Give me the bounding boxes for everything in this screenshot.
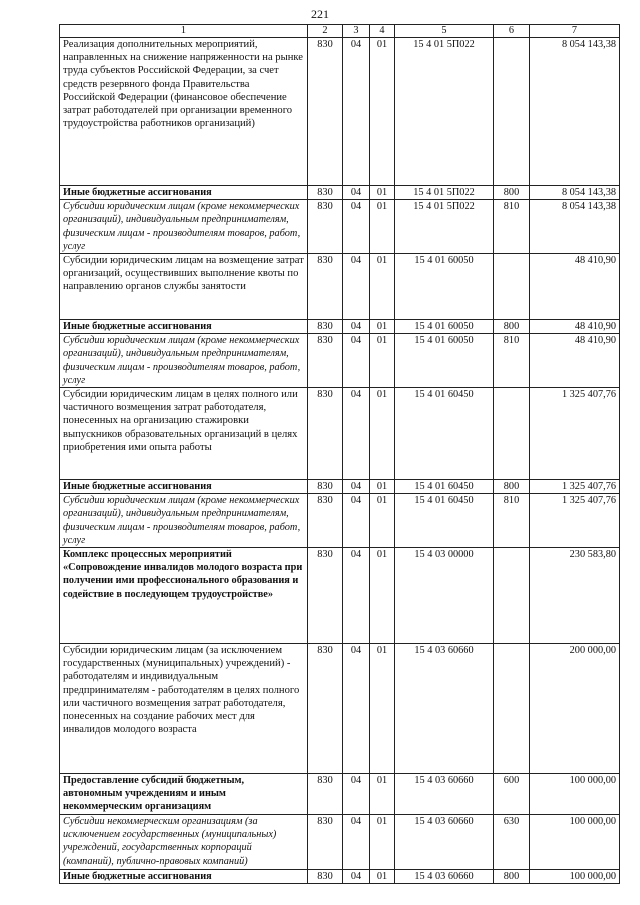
row-cell-c2: 830 bbox=[308, 644, 343, 774]
header-cell: 1 bbox=[60, 25, 308, 38]
row-cell-c2: 830 bbox=[308, 186, 343, 200]
row-cell-c6: 800 bbox=[494, 186, 530, 200]
row-cell-c4: 01 bbox=[370, 388, 395, 480]
row-cell-c3: 04 bbox=[343, 774, 370, 815]
row-cell-c3: 04 bbox=[343, 254, 370, 320]
row-cell-c3: 04 bbox=[343, 548, 370, 644]
row-cell-c4: 01 bbox=[370, 870, 395, 884]
row-cell-c2: 830 bbox=[308, 200, 343, 254]
row-cell-c7: 8 054 143,38 bbox=[530, 200, 620, 254]
table-row bbox=[60, 815, 620, 870]
row-cell-c3: 04 bbox=[343, 320, 370, 334]
row-cell-c3: 04 bbox=[343, 815, 370, 870]
row-cell-c7: 8 054 143,38 bbox=[530, 38, 620, 186]
row-cell-c4: 01 bbox=[370, 200, 395, 254]
row-cell-c2: 830 bbox=[308, 38, 343, 186]
header-cell: 7 bbox=[530, 25, 620, 38]
header-row bbox=[60, 25, 620, 38]
row-cell-c7: 200 000,00 bbox=[530, 644, 620, 774]
row-cell-c2: 830 bbox=[308, 320, 343, 334]
table-row bbox=[60, 774, 620, 815]
row-cell-c5: 15 4 01 5П022 bbox=[395, 200, 494, 254]
table-row bbox=[60, 548, 620, 644]
row-description: Субсидии юридическим лицам (за исключением государственных (муниципальных) учреждений) - работодателям и индивидуальным предпринимателям - работодателям в целях полного или частичного возмещения затрат работодателя, понесенных на создание рабочих мест для инвалидов молодого возраста bbox=[60, 644, 308, 774]
row-cell-c3: 04 bbox=[343, 38, 370, 186]
row-cell-c5: 15 4 01 60450 bbox=[395, 494, 494, 548]
row-cell-c7: 1 325 407,76 bbox=[530, 388, 620, 480]
row-cell-c3: 04 bbox=[343, 870, 370, 884]
row-cell-c7: 230 583,80 bbox=[530, 548, 620, 644]
row-cell-c3: 04 bbox=[343, 186, 370, 200]
table-row bbox=[60, 320, 620, 334]
table-body bbox=[60, 38, 620, 884]
row-cell-c2: 830 bbox=[308, 480, 343, 494]
row-cell-c3: 04 bbox=[343, 388, 370, 480]
row-cell-c4: 01 bbox=[370, 548, 395, 644]
row-cell-c5: 15 4 01 60050 bbox=[395, 334, 494, 388]
row-cell-c7: 48 410,90 bbox=[530, 254, 620, 320]
row-cell-c2: 830 bbox=[308, 494, 343, 548]
row-cell-c5: 15 4 03 60660 bbox=[395, 774, 494, 815]
row-cell-c7: 100 000,00 bbox=[530, 774, 620, 815]
table-row bbox=[60, 334, 620, 388]
row-cell-c4: 01 bbox=[370, 38, 395, 186]
row-cell-c5: 15 4 01 60450 bbox=[395, 480, 494, 494]
table-row bbox=[60, 200, 620, 254]
row-cell-c6: 800 bbox=[494, 870, 530, 884]
header-cell: 4 bbox=[370, 25, 395, 38]
row-cell-c5: 15 4 03 60660 bbox=[395, 815, 494, 870]
row-cell-c6 bbox=[494, 388, 530, 480]
row-cell-c5: 15 4 01 60450 bbox=[395, 388, 494, 480]
row-cell-c2: 830 bbox=[308, 334, 343, 388]
row-cell-c4: 01 bbox=[370, 774, 395, 815]
row-cell-c4: 01 bbox=[370, 644, 395, 774]
row-cell-c5: 15 4 01 5П022 bbox=[395, 186, 494, 200]
row-cell-c4: 01 bbox=[370, 480, 395, 494]
row-cell-c5: 15 4 01 60050 bbox=[395, 320, 494, 334]
row-description: Иные бюджетные ассигнования bbox=[60, 186, 308, 200]
row-cell-c6 bbox=[494, 548, 530, 644]
header-cell: 3 bbox=[343, 25, 370, 38]
row-cell-c2: 830 bbox=[308, 388, 343, 480]
row-cell-c7: 100 000,00 bbox=[530, 815, 620, 870]
row-cell-c7: 1 325 407,76 bbox=[530, 494, 620, 548]
row-description: Реализация дополнительных мероприятий, направленных на снижение напряженности на рынке труда субъектов Российской Федерации, за счет средств резервного фонда Правительства Российской Федерации (финансовое обеспечение затрат работодателей при организации временного трудоустройства работников организаций) bbox=[60, 38, 308, 186]
row-description: Субсидии юридическим лицам (кроме некоммерческих организаций), индивидуальным предпринимателям, физическим лицам - производителям товаров, работ, услуг bbox=[60, 334, 308, 388]
header-cell: 5 bbox=[395, 25, 494, 38]
row-description: Иные бюджетные ассигнования bbox=[60, 870, 308, 884]
row-cell-c2: 830 bbox=[308, 815, 343, 870]
row-description: Субсидии некоммерческим организациям (за исключением государственных (муниципальных) учреждений, государственных корпораций (компаний), публично-правовых компаний) bbox=[60, 815, 308, 870]
table-row bbox=[60, 38, 620, 186]
row-cell-c7: 8 054 143,38 bbox=[530, 186, 620, 200]
row-cell-c2: 830 bbox=[308, 548, 343, 644]
row-cell-c4: 01 bbox=[370, 186, 395, 200]
row-cell-c5: 15 4 03 00000 bbox=[395, 548, 494, 644]
row-description: Предоставление субсидий бюджетным, автономным учреждениям и иным некоммерческим организациям bbox=[60, 774, 308, 815]
row-cell-c6: 800 bbox=[494, 320, 530, 334]
row-cell-c3: 04 bbox=[343, 644, 370, 774]
row-cell-c6: 800 bbox=[494, 480, 530, 494]
row-cell-c7: 100 000,00 bbox=[530, 870, 620, 884]
table-row bbox=[60, 494, 620, 548]
row-cell-c3: 04 bbox=[343, 334, 370, 388]
row-cell-c5: 15 4 01 5П022 bbox=[395, 38, 494, 186]
row-cell-c2: 830 bbox=[308, 870, 343, 884]
row-cell-c2: 830 bbox=[308, 774, 343, 815]
row-cell-c7: 1 325 407,76 bbox=[530, 480, 620, 494]
row-cell-c7: 48 410,90 bbox=[530, 334, 620, 388]
row-cell-c7: 48 410,90 bbox=[530, 320, 620, 334]
row-cell-c6: 630 bbox=[494, 815, 530, 870]
header-cell: 2 bbox=[308, 25, 343, 38]
row-cell-c6: 810 bbox=[494, 494, 530, 548]
row-cell-c3: 04 bbox=[343, 200, 370, 254]
row-cell-c4: 01 bbox=[370, 254, 395, 320]
row-description: Иные бюджетные ассигнования bbox=[60, 480, 308, 494]
row-cell-c6: 810 bbox=[494, 334, 530, 388]
row-cell-c3: 04 bbox=[343, 480, 370, 494]
row-description: Субсидии юридическим лицам (кроме некоммерческих организаций), индивидуальным предпринимателям, физическим лицам - производителям товаров, работ, услуг bbox=[60, 494, 308, 548]
row-cell-c4: 01 bbox=[370, 494, 395, 548]
row-cell-c5: 15 4 03 60660 bbox=[395, 870, 494, 884]
row-cell-c6 bbox=[494, 254, 530, 320]
row-cell-c2: 830 bbox=[308, 254, 343, 320]
row-cell-c3: 04 bbox=[343, 494, 370, 548]
row-cell-c4: 01 bbox=[370, 334, 395, 388]
row-cell-c6 bbox=[494, 644, 530, 774]
row-description: Субсидии юридическим лицам на возмещение затрат организаций, осуществивших выполнение квоты по направлению органов службы занятости bbox=[60, 254, 308, 320]
table-row bbox=[60, 254, 620, 320]
row-cell-c5: 15 4 03 60660 bbox=[395, 644, 494, 774]
row-description: Иные бюджетные ассигнования bbox=[60, 320, 308, 334]
table-row bbox=[60, 388, 620, 480]
table-row bbox=[60, 186, 620, 200]
row-cell-c6: 600 bbox=[494, 774, 530, 815]
budget-table bbox=[59, 24, 620, 884]
row-cell-c6 bbox=[494, 38, 530, 186]
row-description: Комплекс процессных мероприятий «Сопровождение инвалидов молодого возраста при получении ими профессионального образования и содействие в последующем трудоустройстве» bbox=[60, 548, 308, 644]
table-row bbox=[60, 480, 620, 494]
table-row bbox=[60, 644, 620, 774]
row-cell-c4: 01 bbox=[370, 815, 395, 870]
header-cell: 6 bbox=[494, 25, 530, 38]
row-description: Субсидии юридическим лицам (кроме некоммерческих организаций), индивидуальным предпринимателям, физическим лицам - производителям товаров, работ, услуг bbox=[60, 200, 308, 254]
page-number: 221 bbox=[311, 7, 329, 21]
row-cell-c5: 15 4 01 60050 bbox=[395, 254, 494, 320]
row-cell-c6: 810 bbox=[494, 200, 530, 254]
table-row bbox=[60, 870, 620, 884]
row-description: Субсидии юридическим лицам в целях полного или частичного возмещения затрат работодателя, понесенных на организацию стажировки выпускников образовательных организаций в целях приобретения ими опыта работы bbox=[60, 388, 308, 480]
row-cell-c4: 01 bbox=[370, 320, 395, 334]
